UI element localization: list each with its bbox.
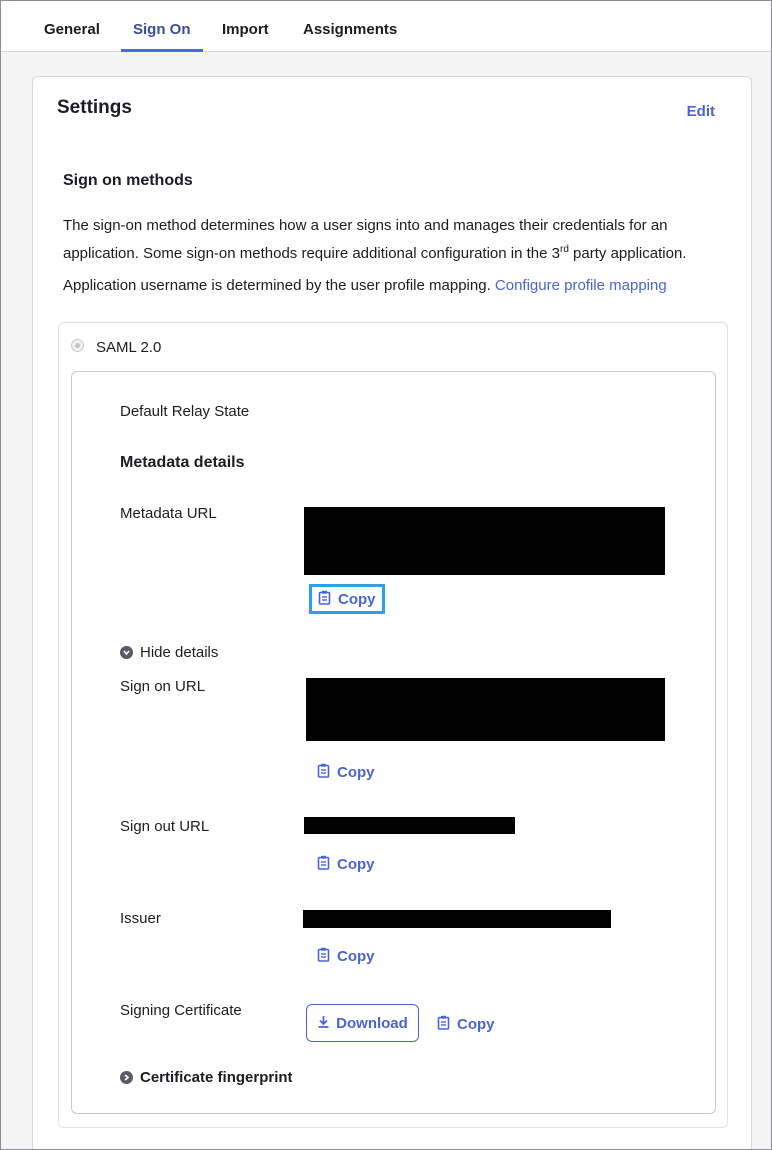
sign-out-url-label: Sign out URL (120, 818, 210, 835)
settings-card (32, 76, 752, 1150)
sign-on-url-copy-button[interactable] (309, 757, 383, 787)
download-icon (317, 1015, 330, 1032)
issuer-value-redacted (303, 910, 611, 928)
username-mapping-text (63, 274, 713, 298)
sign-on-url-value-redacted (306, 678, 665, 741)
certificate-fingerprint-label: Certificate fingerprint (140, 1069, 293, 1086)
copy-label: Copy (337, 947, 375, 965)
hide-details-toggle[interactable] (120, 644, 218, 661)
download-certificate-button[interactable] (306, 1004, 419, 1042)
tab-sign-on[interactable]: Sign On (133, 1, 191, 52)
certificate-copy-button[interactable] (429, 1009, 503, 1039)
sign-out-url-copy-button[interactable] (309, 849, 383, 879)
copy-label: Copy (337, 763, 375, 781)
saml-details-panel (71, 371, 716, 1114)
edit-link[interactable]: Edit (686, 103, 715, 120)
chevron-right-icon (120, 1071, 133, 1084)
sign-on-methods-heading: Sign on methods (63, 172, 193, 189)
saml-option-box (58, 322, 728, 1128)
saml-radio[interactable] (71, 339, 84, 352)
signing-certificate-label: Signing Certificate (120, 1002, 242, 1019)
description-sup: rd (559, 244, 569, 255)
saml-label: SAML 2.0 (96, 339, 162, 356)
settings-title: Settings (57, 97, 132, 118)
clipboard-icon (317, 855, 331, 874)
issuer-label: Issuer (120, 910, 161, 927)
copy-label: Copy (337, 855, 375, 873)
tab-bar (1, 1, 771, 52)
metadata-url-label: Metadata URL (120, 505, 217, 522)
default-relay-state-label: Default Relay State (120, 403, 250, 420)
metadata-details-heading: Metadata details (120, 454, 245, 471)
tab-assignments[interactable]: Assignments (303, 21, 398, 38)
metadata-url-value-redacted (304, 507, 665, 575)
description-text-end: party application. (568, 245, 687, 262)
configure-profile-mapping-link[interactable]: Configure profile mapping (494, 277, 667, 294)
chevron-down-icon (120, 646, 133, 659)
tab-general[interactable]: General (44, 21, 100, 38)
sign-on-url-label: Sign on URL (120, 678, 206, 695)
clipboard-icon (437, 1015, 451, 1034)
hide-details-label: Hide details (140, 644, 219, 661)
copy-label: Copy (338, 590, 376, 608)
clipboard-icon (318, 590, 332, 609)
certificate-fingerprint-toggle[interactable] (120, 1069, 293, 1086)
metadata-url-copy-button[interactable] (309, 584, 385, 614)
description-text: The sign-on method determines how a user signs into and manages their credentials for an application. Some sign-on methods require additional configuration in the 3 (63, 217, 668, 262)
sign-on-description (63, 214, 713, 266)
username-text: Application username is determined by the user profile mapping. (63, 277, 491, 294)
download-label: Download (336, 1014, 408, 1032)
tab-import[interactable]: Import (222, 21, 269, 38)
sign-out-url-value-redacted (304, 817, 515, 834)
copy-label: Copy (457, 1015, 495, 1033)
clipboard-icon (317, 763, 331, 782)
issuer-copy-button[interactable] (309, 941, 383, 971)
clipboard-icon (317, 947, 331, 966)
